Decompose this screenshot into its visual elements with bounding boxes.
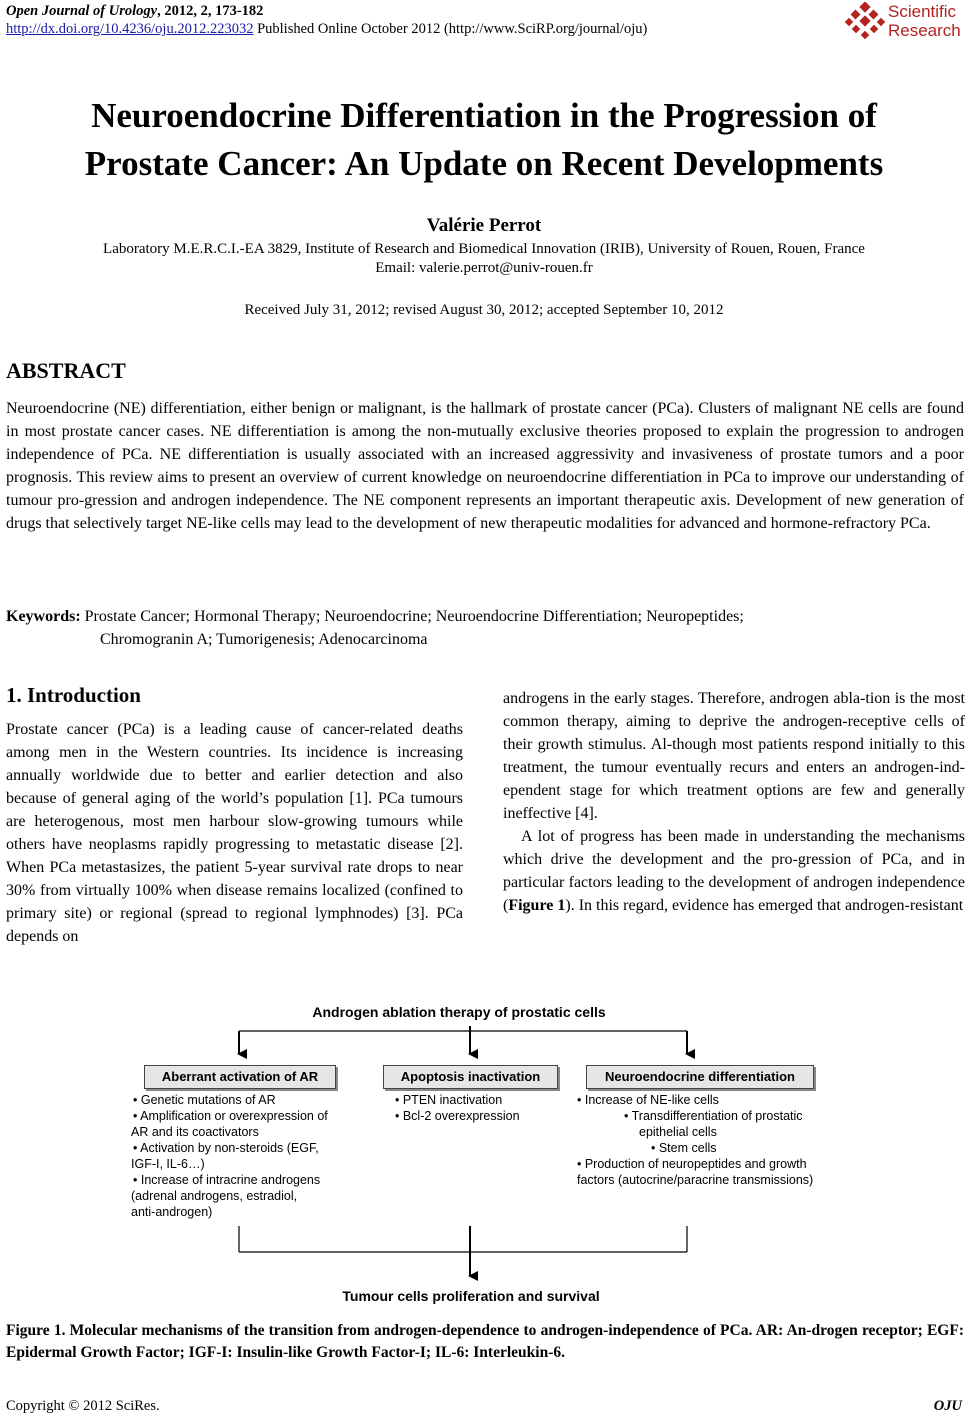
list-apoptosis [395, 1092, 565, 1124]
doi-link[interactable]: http://dx.doi.org/10.4236/oju.2012.223032 [6, 21, 254, 37]
affiliation-block [0, 240, 968, 278]
list-item: • PTEN inactivation [395, 1093, 503, 1107]
publisher-logo [844, 2, 966, 42]
intro-paragraph-2 [503, 825, 965, 917]
logo-wordmark [888, 2, 961, 40]
list-item: IGF-I, IL-6…) [131, 1157, 205, 1171]
list-item: • Activation by non-steroids (EGF, [133, 1141, 319, 1155]
paper-title [0, 92, 968, 188]
doi-line [6, 21, 647, 38]
figure-1 [0, 990, 968, 1320]
intro-column-left: Prostate cancer (PCa) is a leading cause of cancer-related deaths among men in the Western countries. Its incidence is increasing annually worldwide due to better and earlier detection and also because of general aging of the world’s population [1]. PCa tumours are heterogenous, most men harbour slow-growing tumours while others have neoplasms rapidly progressing to metastatic disease [2]. When PCa metastasizes, the patient 5-year survival rate drops to near 30% from virtually 100% when disease remains localized (confined to primary site) or regional (spread to regional lymphnodes) [3]. PCa depends on [6, 721, 463, 945]
intro-column-right [503, 687, 965, 917]
abstract-heading: ABSTRACT [6, 358, 126, 383]
keywords-line-1: Prostate Cancer; Hormonal Therapy; Neuroendocrine; Neuroendocrine Differentiation; Neuropeptides; [84, 608, 744, 625]
intro-paragraph-1: androgens in the early stages. Therefore, androgen abla-tion is the most common therapy, aiming to deprive the androgen-receptive cells of their growth stimulus. Al-though most patients respond initially to this treatment, the tumour eventually recurs and enters an androgen-ind-ependent stage for which treatment options are few and generally ineffective [4]. [503, 690, 965, 822]
author-name: Valérie Perrot [426, 215, 542, 236]
list-aberrant-ar [131, 1092, 361, 1220]
list-item: • Increase of NE-like cells [577, 1093, 719, 1107]
list-item: • Amplification or overexpression of [133, 1109, 328, 1123]
logo-line-1: Scientific [888, 2, 957, 21]
keywords [6, 605, 964, 651]
figure-top-label: Androgen ablation therapy of prostatic cells [312, 1004, 606, 1020]
figure-bottom-label: Tumour cells proliferation and survival [342, 1288, 600, 1304]
list-neuroendocrine [577, 1092, 847, 1188]
abstract-text: Neuroendocrine (NE) differentiation, either benign or malignant, is the hallmark of prostate cancer (PCa). Clusters of malignant NE cells are found in most prostate cancer cases. NE differentiation is among the non-mutually exclusive theories proposed to explain the progression to androgen independence of PCa. NE differentiation is usually associated with an increased aggressivity and invasiveness of prostate tumors and a poor prognosis. This review aims to present an overview of current knowledge on neuroendocrine differentiation in PCa to improve our understanding of tumour pro-gression and androgen independence. The NE component represents an important therapeutic axis. Development of new generation of drugs that selectively target NE-like cells may lead to the development of new therapeutic modalities for advanced and hormone-refractory PCa. [6, 400, 964, 532]
list-item: • Transdifferentiation of prostatic [624, 1109, 803, 1123]
list-item: epithelial cells [639, 1125, 717, 1139]
list-item: • Increase of intracrine androgens [133, 1173, 321, 1187]
list-item: • Stem cells [651, 1141, 717, 1155]
journal-name: Open Journal of Urology [6, 3, 158, 19]
list-item: anti-androgen) [131, 1205, 213, 1219]
published-info: Published Online October 2012 (http://www.SciRP.org/journal/oju) [253, 21, 648, 37]
affiliation: Laboratory M.E.R.C.I.-EA 3829, Institute of Research and Biomedical Innovation (IRIB), University of Rouen, Rouen, France [103, 241, 865, 257]
logo-line-2: Research [888, 21, 961, 40]
journal-volume: , 2012, 2, 173-182 [157, 3, 264, 19]
footer-copyright: Copyright © 2012 SciRes. [6, 1398, 160, 1414]
figure-caption: Figure 1. Molecular mechanisms of the transition from androgen-dependence to androgen-independence of PCa. AR: An-drogen receptor; EGF: Epidermal Growth Factor; IGF-I: Insulin-like Growth Factor-I; IL-6: Interleukin-6. [6, 1322, 964, 1361]
list-item: • Genetic mutations of AR [133, 1093, 276, 1107]
keywords-line-2: Chromogranin A; Tumorigenesis; Adenocarcinoma [100, 631, 428, 648]
box-apoptosis: Apoptosis inactivation [383, 1065, 558, 1089]
journal-citation [6, 3, 263, 20]
list-item: AR and its coactivators [131, 1125, 259, 1139]
intro-paragraph-2-end: ). In this regard, evidence has emerged that androgen-resistant [565, 897, 964, 914]
list-item: • Production of neuropeptides and growth [577, 1157, 807, 1171]
logo-mark-icon [844, 2, 886, 42]
title-line-2: Prostate Cancer: An Update on Recent Developments [84, 144, 884, 183]
title-line-1: Neuroendocrine Differentiation in the Progression of [91, 96, 877, 135]
author-email: Email: valerie.perrot@univ-rouen.fr [375, 260, 593, 276]
intro-paragraph-2-start: A lot of progress has been made in understanding the mechanisms which drive the development and the pro-gression of PCa, and in particular factors leading to the development of androgen independence ( [503, 828, 965, 914]
box-neuroendocrine: Neuroendocrine differentiation [586, 1065, 814, 1089]
footer-journal-abbrev: OJU [933, 1398, 962, 1414]
list-item: • Bcl-2 overexpression [395, 1109, 520, 1123]
received-dates: Received July 31, 2012; revised August 30, 2012; accepted September 10, 2012 [244, 302, 724, 318]
list-item: factors (autocrine/paracrine transmissions) [577, 1173, 814, 1187]
list-item: (adrenal androgens, estradiol, [131, 1189, 298, 1203]
box-aberrant-ar: Aberrant activation of AR [144, 1065, 336, 1089]
keywords-label: Keywords: [6, 608, 81, 625]
figure-reference: Figure 1 [508, 897, 566, 914]
section-heading: 1. Introduction [6, 683, 141, 707]
